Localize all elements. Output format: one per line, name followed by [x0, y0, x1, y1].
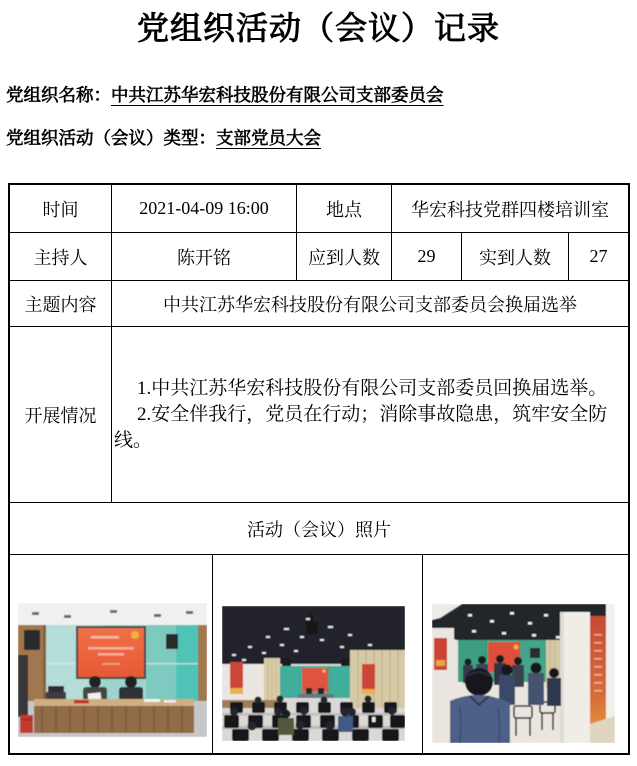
meeting-photo-standing-illustration — [432, 604, 615, 743]
time-value-cell: 2021-04-09 16:00 — [112, 185, 297, 232]
photo-cell-2 — [213, 555, 423, 753]
topic-value-cell: 中共江苏华宏科技股份有限公司支部委员会换届选举 — [163, 294, 577, 315]
place-value-cell: 华宏科技党群四楼培训室 — [411, 199, 609, 220]
org-name-value: 中共江苏华宏科技股份有限公司支部委员会 — [111, 85, 444, 105]
record-table — [8, 183, 630, 755]
situation-value-cell — [112, 327, 628, 502]
expected-count-label-cell: 应到人数 — [297, 233, 392, 280]
table-row-host-attendance — [10, 233, 628, 281]
table-row-situation — [10, 327, 628, 503]
situation-item-2: 2.安全伴我行，党员在行动；消除事故隐患，筑牢安全防线。 — [114, 403, 608, 451]
host-value-cell: 陈开铭 — [112, 233, 297, 280]
topic-label-cell: 主题内容 — [10, 281, 112, 326]
time-label-cell: 时间 — [10, 185, 112, 232]
meeting-photo-front-table-illustration — [18, 603, 207, 737]
situation-item-1: 1.中共江苏华宏科技股份有限公司支部委员回换届选举。 — [137, 377, 608, 399]
actual-count-value-cell: 27 — [589, 246, 608, 266]
actual-count-label-cell: 实到人数 — [462, 233, 569, 280]
host-label-cell: 主持人 — [10, 233, 112, 280]
table-row-time-place — [10, 185, 628, 233]
place-label-cell: 地点 — [297, 185, 392, 232]
table-row-photos-caption — [10, 503, 628, 555]
photo-cell-1 — [10, 555, 213, 753]
photos-caption-cell: 活动（会议）照片 — [247, 519, 391, 540]
activity-type-line — [6, 127, 637, 149]
meeting-photo-front-table — [18, 603, 207, 737]
meeting-photo-audience-illustration — [222, 606, 405, 741]
org-name-line — [6, 84, 637, 106]
org-name-label: 党组织名称： — [6, 85, 111, 105]
situation-label-cell: 开展情况 — [10, 327, 112, 502]
meeting-photo-standing — [432, 604, 615, 743]
meeting-photo-audience — [222, 606, 405, 741]
activity-type-label: 党组织活动（会议）类型： — [6, 128, 216, 148]
table-row-topic — [10, 281, 628, 327]
expected-count-value-cell: 29 — [392, 233, 462, 280]
table-row-photos — [10, 555, 628, 753]
page-title: 党组织活动（会议）记录 — [136, 10, 500, 46]
activity-type-value: 支部党员大会 — [216, 128, 321, 148]
photo-cell-3 — [423, 555, 628, 753]
